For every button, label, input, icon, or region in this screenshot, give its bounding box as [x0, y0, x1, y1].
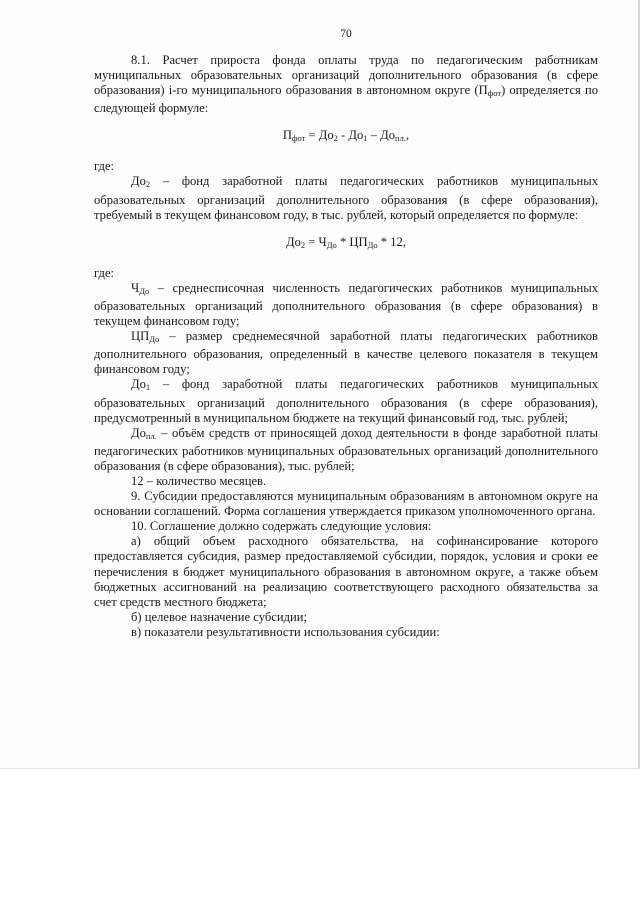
formula-subscript: фот [291, 133, 306, 144]
formula-term: – До [367, 128, 396, 143]
paragraph-9: 9. Субсидии предоставляются муниципальным образованиям в автономном округе на основании соглашений. Форма соглашения утверждается приказом уполномоченного органа. [94, 489, 598, 519]
formula-subscript: До [367, 239, 378, 250]
definition-subscript: пл. [145, 430, 157, 441]
definition-cpdo [94, 329, 598, 377]
formula-do2 [94, 235, 598, 253]
definition-subscript: 2 [145, 179, 151, 190]
formula-term: П [282, 128, 292, 143]
definition-text: – среднесписочная численность педагогических работников муниципальных образовательных организаций дополнительного образования (в сфере образования) в текущем финансовом году; [94, 280, 598, 329]
definition-symbol: ЦП [131, 329, 150, 344]
paragraph-10: 10. Соглашение должно содержать следующие условия: [131, 519, 432, 534]
definition-do2 [94, 174, 598, 222]
paragraph-8-1-subscript: фот [487, 88, 502, 99]
definition-subscript: 1 [145, 382, 151, 393]
page-content [94, 28, 598, 640]
definition-symbol: До [131, 174, 146, 189]
paragraph-10-b: б) целевое назначение субсидии; [131, 609, 307, 624]
definition-text: – фонд заработной платы педагогических работников муниципальных образовательных организаций дополнительного образования (в сфере образования), требуемый в текущем финансовом году, в тыс. рублей, который определяется по формуле: [94, 174, 598, 222]
formula-term: До [286, 234, 301, 249]
paragraph-10-a: а) общий объем расходного обязательства, на софинансирование которого предоставляется субсидия, размер предоставляемой субсидии, порядок, условия и сроки ее перечисления в бюджет муниципального образования в автономном округе, а также объем бюджетных ассигнований на реализацию соответствующего расходного обязательства за счет средств местного бюджета; [94, 534, 598, 609]
formula-term: * ЦП [336, 234, 368, 249]
paragraph-8-1 [94, 53, 598, 116]
formula-subscript: 2 [333, 133, 338, 144]
formula-term: , [405, 128, 410, 143]
formula-subscript: 2 [300, 239, 306, 250]
formula-pfot [94, 128, 598, 146]
paragraph-10-c: в) показатели результативности использования субсидии: [131, 624, 440, 639]
definition-text: – фонд заработной платы педагогических работников муниципальных образовательных организаций дополнительного образования (в сфере образования), предусмотренный в муниципальном бюджете на текущий финансовый год, тыс. рублей; [94, 377, 598, 425]
where-label: где: [94, 159, 115, 174]
paragraph-8-1-tail: ) определяется по следующей формуле: [94, 83, 598, 116]
formula-term: = До [305, 128, 334, 143]
formula-subscript: 1 [363, 133, 368, 144]
page-number: 70 [340, 28, 352, 40]
definition-text: – размер среднемесячной заработной платы педагогических работников дополнительного образования, определенный в качестве целевого показателя в текущем финансовом году; [94, 329, 598, 377]
definition-symbol: До [131, 377, 146, 392]
formula-subscript: До [326, 239, 337, 250]
definition-text: – объём средств от приносящей доход деятельности в фонде заработной платы педагогических работников муниципальных образовательных организаций дополнительного образования (в сфере образования), тыс. рублей; [94, 425, 598, 473]
definition-subscript: До [149, 334, 160, 345]
definition-symbol: Ч [131, 280, 140, 295]
definition-dopl [94, 426, 598, 474]
paragraph-8-1-text: 8.1. Расчет прироста фонда оплаты труда по педагогическим работникам муниципальных образовательных организаций дополнительного образования (в сфере образования) i-го муниципального образования в автономном округе (П [94, 53, 598, 98]
definition-do1 [94, 377, 598, 425]
definition-chdo [94, 281, 598, 329]
definition-subscript: До [139, 285, 150, 296]
formula-term: = Ч [305, 234, 327, 249]
definition-months: 12 – количество месяцев. [131, 473, 267, 488]
formula-subscript: пл. [395, 133, 406, 144]
definition-symbol: До [131, 425, 146, 440]
formula-term: * 12, [377, 234, 406, 249]
formula-term: - До [337, 128, 364, 143]
where-label: где: [94, 265, 115, 280]
